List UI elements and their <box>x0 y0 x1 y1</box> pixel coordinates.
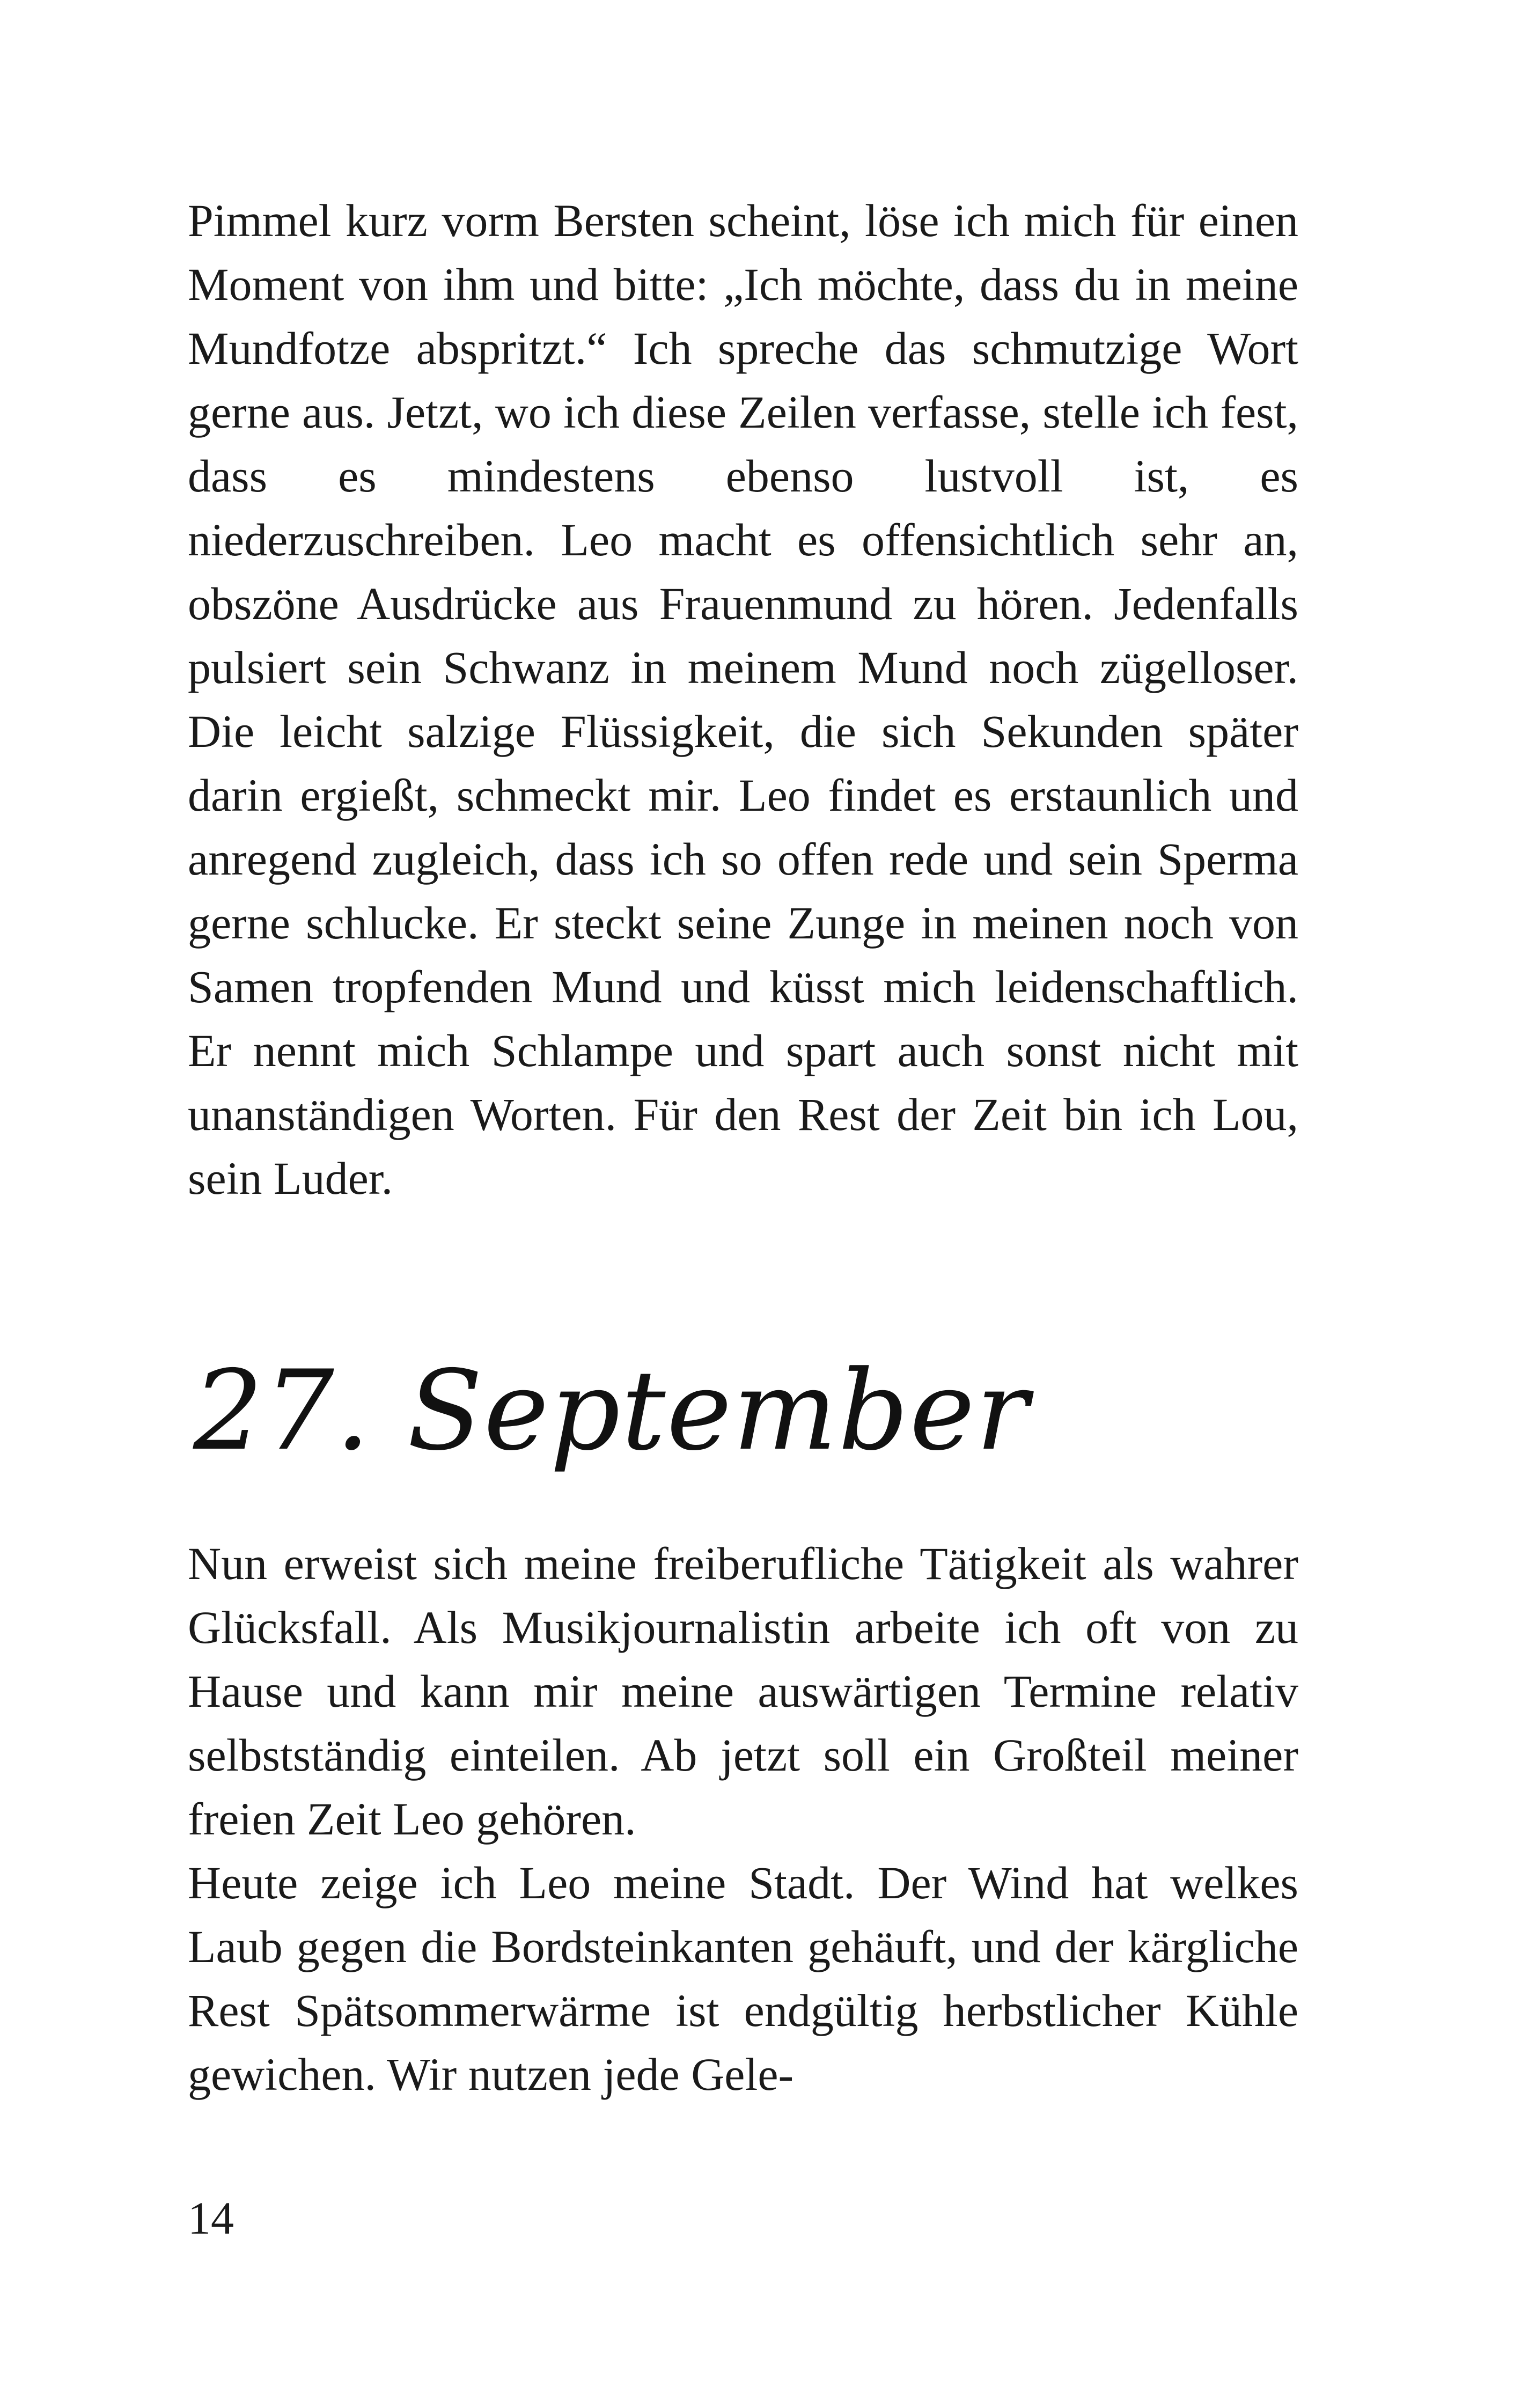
chapter-paragraph-1: Nun erweist sich meine freiberufliche Tätigkeit als wahrer Glücksfall. Als Musikjournalistin arbeite ich oft von zu Hause und kann mir meine auswärtigen Termine relativ selbstständig einteilen. Ab jetzt soll ein Großteil meiner freien Zeit Leo gehören. <box>188 1538 1298 1845</box>
chapter-heading: 27. September <box>193 1347 1030 1475</box>
chapter-paragraph-2: Heute zeige ich Leo meine Stadt. Der Wind hat welkes Laub gegen die Bordsteinkanten gehäuft, und der kärgliche Rest Spätsommerwärme ist endgültig herbstlicher Kühle gewichen. Wir nutzen jede Gele- <box>188 1857 1298 2100</box>
continuation-text-block <box>188 189 1298 1210</box>
chapter-text-block <box>188 1532 1298 2106</box>
page-number: 14 <box>188 2192 234 2244</box>
continuation-paragraph: Pimmel kurz vorm Bersten scheint, löse ich mich für einen Moment von ihm und bitte: „Ich möchte, dass du in meine Mundfotze abspritzt.“ Ich spreche das schmutzige Wort gerne aus. Jetzt, wo ich diese Zeilen verfasse, stelle ich fest, dass es mindestens ebenso lustvoll ist, es niederzuschreiben. Leo macht es offensichtlich sehr an, obszöne Ausdrücke aus Frauenmund zu hören. Jedenfalls pulsiert sein Schwanz in meinem Mund noch zügelloser. Die leicht salzige Flüssigkeit, die sich Sekunden später darin ergießt, schmeckt mir. Leo findet es erstaunlich und anregend zugleich, dass ich so offen rede und sein Sperma gerne schlucke. Er steckt seine Zunge in meinen noch von Samen tropfenden Mund und küsst mich leidenschaftlich. Er nennt mich Schlampe und spart auch sonst nicht mit unanständigen Worten. Für den Rest der Zeit bin ich Lou, sein Luder. <box>188 195 1298 1204</box>
